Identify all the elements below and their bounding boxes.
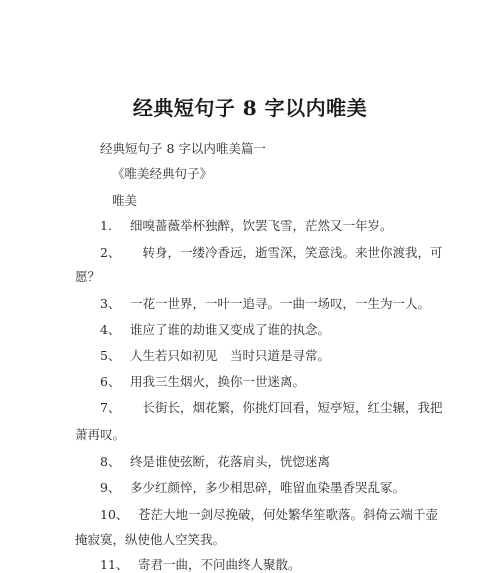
item-number: 6、	[100, 374, 121, 389]
list-item	[100, 507, 460, 523]
item-text: 寄君一曲，不问曲终人聚散。	[138, 557, 301, 572]
item-number: 9、	[100, 480, 121, 495]
list-item	[100, 245, 460, 261]
list-item	[100, 296, 440, 312]
item-text: 人生若只如初见 当时只道是寻常。	[130, 348, 331, 363]
item-number: 8、	[100, 454, 121, 469]
item-continuation: 萧再叹。	[75, 427, 126, 442]
list-item	[100, 374, 440, 390]
subheading: 《唯美经典句子》	[112, 166, 213, 181]
item-text: 一花一世界，一叶一追寻。一曲一场叹，一生为一人。	[130, 296, 431, 311]
list-item	[100, 322, 440, 338]
section-heading: 经典短句子 8 字以内唯美篇一	[100, 141, 266, 156]
item-number: 10、	[100, 507, 129, 522]
item-number: 11、	[100, 557, 129, 572]
list-item	[100, 348, 440, 364]
category-label: 唯美	[112, 193, 138, 208]
item-text: 细嗅蔷薇举杯独醉，饮罢飞雪，茫然又一年岁。	[130, 218, 393, 233]
list-item	[100, 454, 440, 470]
item-number: 5、	[100, 348, 121, 363]
item-text: 多少红颜悴，多少相思碎，唯留血染墨香哭乱冢。	[130, 480, 406, 495]
item-number: 4、	[100, 322, 121, 337]
item-text: 谁应了谁的劫谁又变成了谁的执念。	[130, 322, 331, 337]
document-title: 经典短句子 8 字以内唯美	[132, 96, 368, 120]
item-number: 2、	[100, 245, 121, 260]
list-item	[100, 480, 440, 496]
item-number: 3、	[100, 296, 121, 311]
item-number: 7、	[100, 400, 121, 415]
list-item	[100, 400, 460, 416]
item-text: 苍茫大地一剑尽挽破，何处繁华笙歌落。斜倚云端千壶	[138, 507, 439, 522]
list-item	[100, 218, 440, 234]
item-text: 转身，一缕冷香远，逝雪深，笑意浅。来世你渡我，可	[130, 245, 443, 260]
item-continuation: 愿？	[75, 269, 101, 284]
item-number: 1.	[100, 218, 112, 233]
list-item	[100, 557, 440, 573]
item-text: 长街长，烟花繁，你挑灯回看，短亭短，红尘辗，我把	[130, 400, 443, 415]
item-text: 终是谁使弦断，花落肩头，恍惚迷离	[130, 454, 331, 469]
item-continuation: 掩寂寞，纵使他人空笑我。	[75, 532, 226, 547]
item-text: 用我三生烟火，换你一世迷离。	[130, 374, 306, 389]
